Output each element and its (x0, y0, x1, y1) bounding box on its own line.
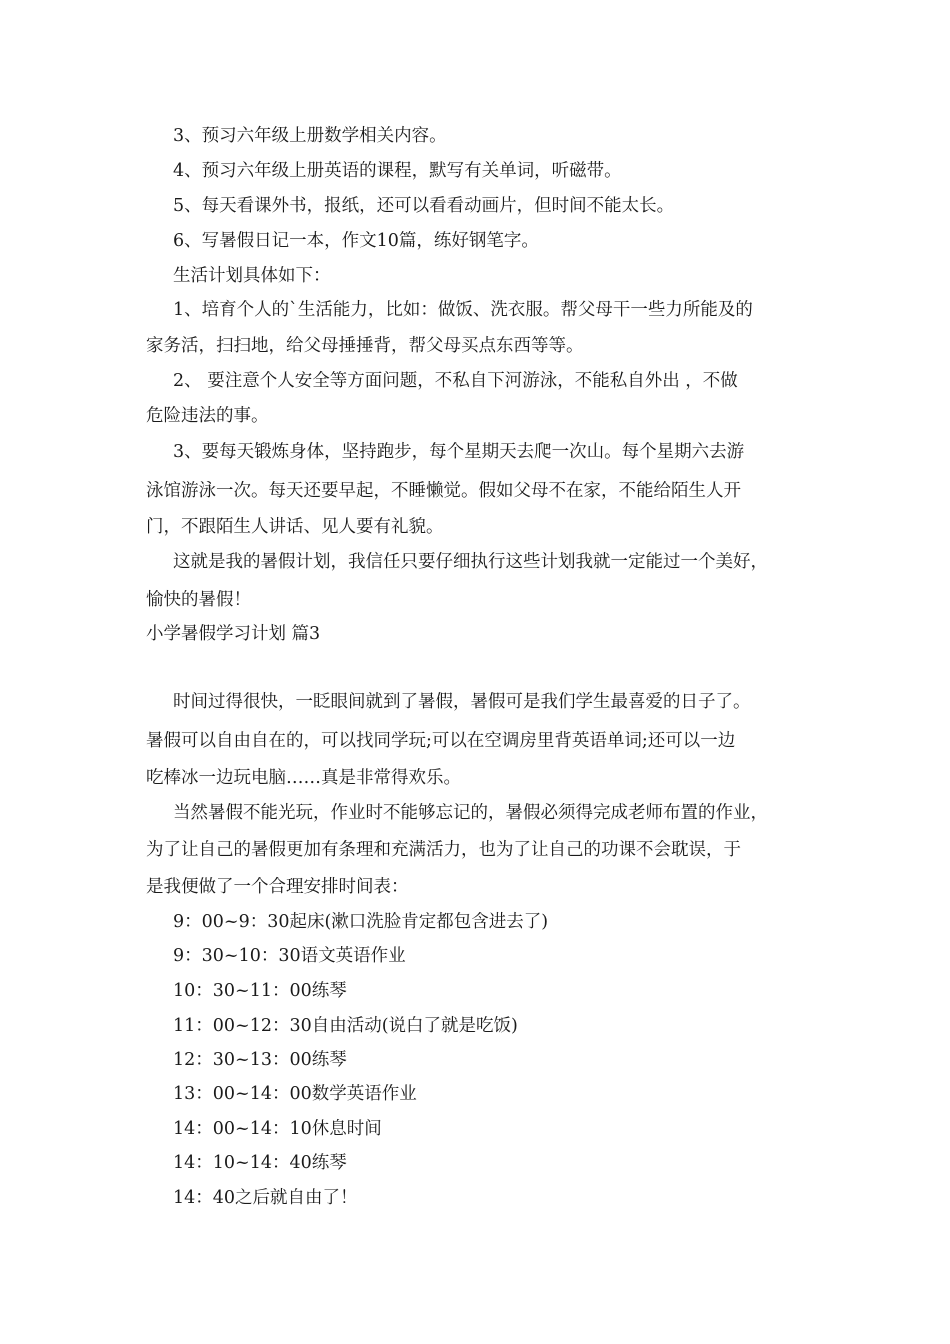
paragraph-line: 时间过得很快，一眨眼间就到了暑假，暑假可是我们学生最喜爱的日子了。 (173, 692, 751, 712)
schedule-line: 14：00~14：10休息时间 (173, 1119, 382, 1139)
paragraph-line: 为了让自己的暑假更加有条理和充满活力，也为了让自己的功课不会耽误，于 (146, 840, 741, 860)
paragraph-line: 吃棒冰一边玩电脑……真是非常得欢乐。 (146, 768, 461, 788)
schedule-line: 11：00~12：30自由活动(说白了就是吃饭) (173, 1016, 518, 1036)
paragraph-line: 危险违法的事。 (146, 406, 269, 426)
paragraph-line: 1、培育个人的`生活能力，比如：做饭、洗衣服。帮父母干一些力所能及的 (173, 300, 753, 320)
schedule-line: 10：30~11：00练琴 (173, 981, 347, 1001)
paragraph-line: 4、预习六年级上册英语的课程，默写有关单词，听磁带。 (173, 161, 622, 181)
schedule-line: 13：00~14：00数学英语作业 (173, 1084, 417, 1104)
paragraph-line: 2、 要注意个人安全等方面问题，不私自下河游泳，不能私自外出 ，不做 (173, 371, 738, 391)
schedule-line: 9：30~10：30语文英语作业 (173, 946, 406, 966)
section-heading: 小学暑假学习计划 篇3 (146, 624, 321, 644)
paragraph-line: 3、要每天锻炼身体，坚持跑步，每个星期天去爬一次山。每个星期六去游 (173, 442, 745, 462)
paragraph-line: 泳馆游泳一次。每天还要早起，不睡懒觉。假如父母不在家，不能给陌生人开 (146, 481, 741, 501)
paragraph-line: 家务活，扫扫地，给父母捶捶背，帮父母买点东西等等。 (146, 336, 584, 356)
paragraph-line: 3、预习六年级上册数学相关内容。 (173, 126, 447, 146)
paragraph-line: 是我便做了一个合理安排时间表： (146, 877, 409, 897)
paragraph-line: 生活计划具体如下： (173, 266, 331, 286)
paragraph-line: 5、每天看课外书，报纸，还可以看看动画片，但时间不能太长。 (173, 196, 675, 216)
paragraph-line: 6、写暑假日记一本，作文10篇，练好钢笔字。 (173, 231, 539, 251)
paragraph-line: 愉快的暑假！ (146, 590, 251, 610)
schedule-line: 14：10~14：40练琴 (173, 1153, 347, 1173)
schedule-line: 12：30~13：00练琴 (173, 1050, 347, 1070)
paragraph-line: 这就是我的暑假计划，我信任只要仔细执行这些计划我就一定能过一个美好， (173, 552, 768, 572)
paragraph-line: 暑假可以自由自在的，可以找同学玩;可以在空调房里背英语单词;还可以一边 (146, 731, 736, 751)
schedule-line: 14：40之后就自由了！ (173, 1188, 358, 1208)
paragraph-line: 当然暑假不能光玩，作业时不能够忘记的，暑假必须得完成老师布置的作业， (173, 803, 768, 823)
paragraph-line: 门，不跟陌生人讲话、见人要有礼貌。 (146, 517, 444, 537)
schedule-line: 9：00~9：30起床(漱口洗脸肯定都包含进去了) (173, 912, 549, 932)
